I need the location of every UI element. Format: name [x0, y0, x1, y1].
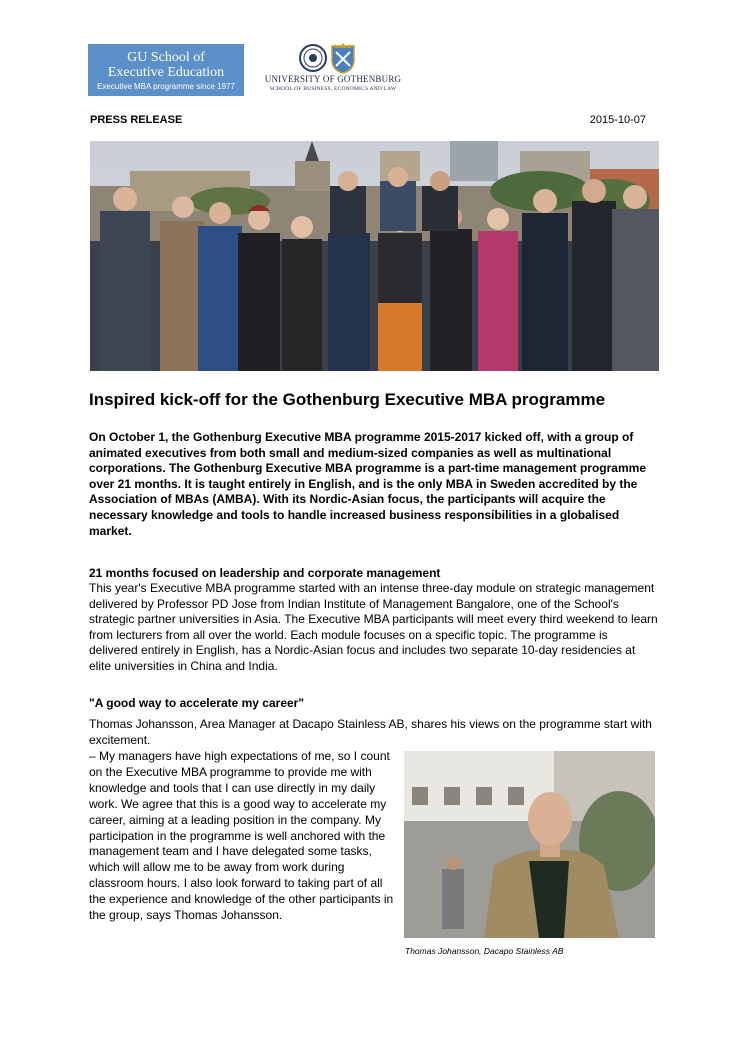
quote-paragraph: – My managers have high expectations of me, so I count on the Executive MBA programme to provide me with knowledge and tools that I can use directly in my daily work. We agree that this is a good way to accelerate my career, aiming at a leading position in the company. My participation in the programme is well anchored with the management team and I have delegated some tasks, which will allow me to be away from work during classroom hours. I also look forward to taking part of all the experience and knowledge of the other participants in the group, says Thomas Johansson.	[89, 749, 394, 923]
gu-school-logo	[88, 44, 244, 96]
university-logo	[258, 42, 408, 98]
university-school-name: SCHOOL OF BUSINESS, ECONOMICS AND LAW	[269, 86, 397, 92]
section-body-leadership: This year's Executive MBA programme started with an intense three-day module on strategic management delivered by Professor PD Jose from Indian Institute of Management Bangalore, one of the School's strategic partner universities in Asia. The Executive MBA participants will meet every third weekend to learn from lecturers from all over the world. Each module focuses on a specific topic. The programme is delivered entirely in English, has a Nordic-Asian focus and includes two separate 10-day residencies at elite universities in China and India.	[89, 581, 658, 673]
section-heading-quote: "A good way to accelerate my career"	[89, 696, 305, 710]
press-release-date: 2015-10-07	[589, 114, 646, 126]
section-intro-quote: Thomas Johansson, Area Manager at Dacapo Stainless AB, shares his views on the programme start with excitement.	[89, 717, 652, 747]
gu-logo-line2: Executive Education	[107, 65, 225, 80]
university-seals	[258, 42, 408, 74]
section-heading-leadership: 21 months focused on leadership and corporate management	[89, 566, 441, 580]
university-seal-icon	[258, 42, 408, 74]
portrait-photo	[404, 751, 655, 938]
lead-paragraph: On October 1, the Gothenburg Executive MBA programme 2015-2017 kicked off, with a group of animated executives from both small and medium-sized companies as well as multinational corporations. The Gothenburg Executive MBA programme is a part-time management programme over 21 months. It is taught entirely in English, and is the only MBA in Sweden accredited by the Association of MBAs (AMBA). With its Nordic-Asian focus, the participants will acquire the necessary knowledge and tools to handle increased business responsibilities in a globalised market.	[89, 430, 646, 538]
press-release-label: PRESS RELEASE	[90, 114, 183, 126]
article-title: Inspired kick-off for the Gothenburg Executive MBA programme	[89, 390, 606, 409]
university-name: UNIVERSITY OF GOTHENBURG	[264, 74, 402, 84]
group-photo	[90, 141, 659, 371]
portrait-caption: Thomas Johansson, Dacapo Stainless AB	[405, 946, 564, 956]
gu-logo-line3: Executive MBA programme since 1977	[97, 82, 235, 91]
gu-logo-line1: GU School of	[127, 50, 205, 65]
